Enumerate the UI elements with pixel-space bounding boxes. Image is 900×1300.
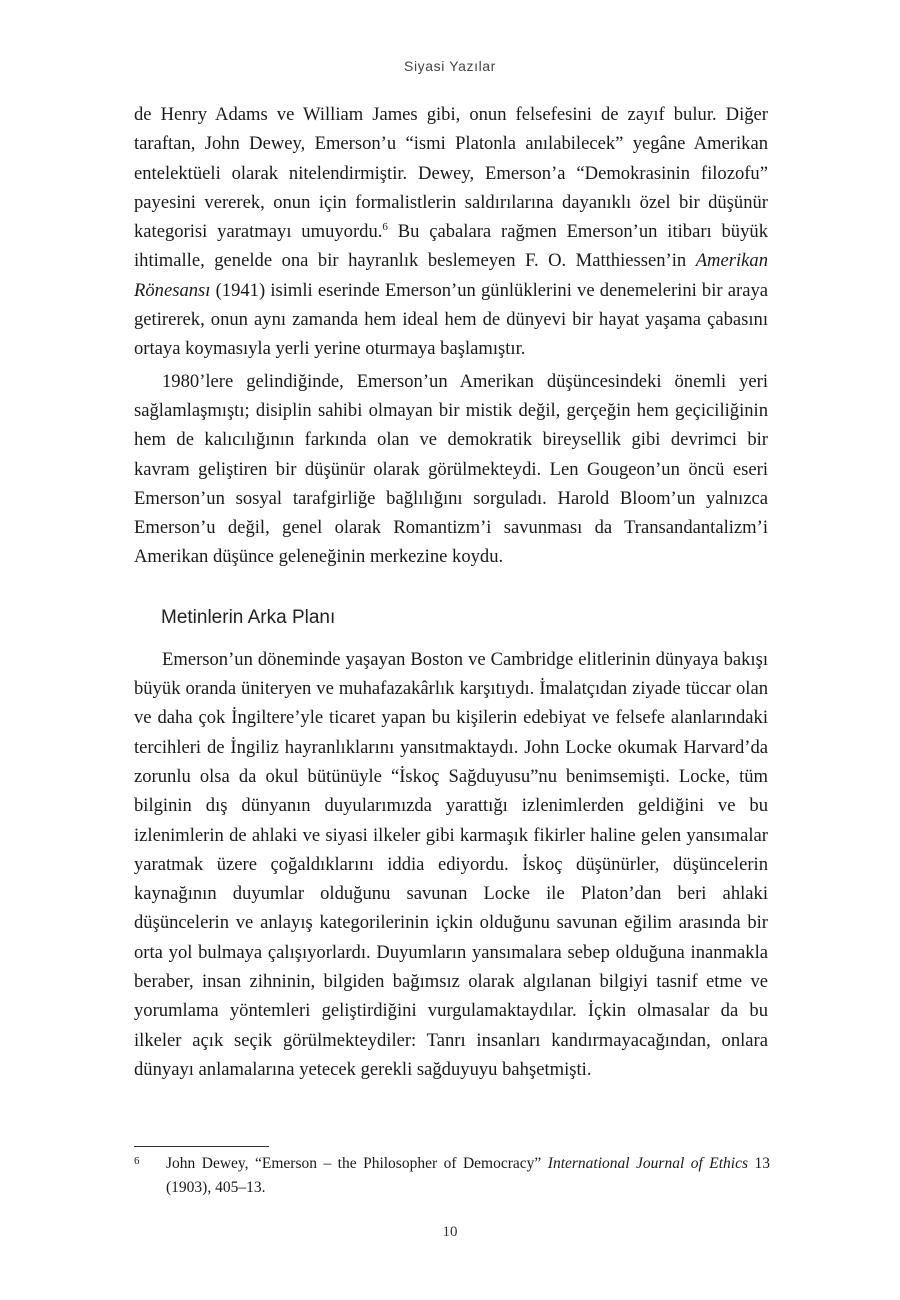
book-title-italic: Amerikan Rönesansı: [134, 250, 768, 301]
footnote-text-b: 13 (1903), 405–13.: [166, 1155, 770, 1196]
footnote-text: [166, 1152, 770, 1200]
footnote-text-a: John Dewey, “Emerson – the Philosopher of Democracy”: [166, 1155, 548, 1172]
paragraph-1-text-b: Bu çabalara rağmen Emerson’un itibarı büyük ihtimalle, genelde ona bir hayranlık beslemeyen F. O. Matthiessen’in: [134, 221, 768, 272]
footnote-number: 6: [134, 1155, 140, 1167]
paragraph-1-text-c: (1941) isimli eserinde Emerson’un günlüklerini ve denemelerini bir araya getirerek, onun aynı zamanda hem ideal hem de dünyevi bir hayat yaşama çabasını ortaya koymasıyla yerli yerine oturmaya başlamıştır.: [134, 279, 768, 360]
paragraph-1: [134, 100, 768, 364]
footnote-divider: [134, 1146, 269, 1147]
paragraph-1-text-a: de Henry Adams ve William James gibi, onun felsefesini de zayıf bulur. Diğer taraftan, John Dewey, Emerson’u “ismi Platonla anılabilecek” yegâne Amerikan entelektüeli olarak nitelendirmiştir. Dewey, Emerson’a “Demokrasinin filozofu” payesini vererek, onun için formalistlerin saldırılarına dayanıklı özel bir düşünür kategorisi yaratmayı umuyordu.: [134, 104, 768, 243]
running-header: Siyasi Yazılar: [404, 58, 496, 74]
journal-title-italic: International Journal of Ethics: [547, 1155, 749, 1172]
paragraph-3: Emerson’un döneminde yaşayan Boston ve Cambridge elitlerinin dünyaya bakışı büyük oranda üniteryen ve muhafazakârlık karşıtıydı. İmalatçıdan ziyade tüccar olan ve daha çok İngiltere’yle ticaret yapan bu kişilerin edebiyat ve felsefe alanlarındaki tercihleri de İngiliz hayranlıklarını yansıtmaktaydı. John Locke okumak Harvard’da zorunlu olsa da okul bütünüyle “İskoç Sağduyusu”nu benimsemişti. Locke, tüm bilginin dış dünyanın duyularımızda yarattığı izlenimlerden geldiğini ve bu izlenimlerin de ahlaki ve siyasi ilkeler gibi karmaşık fikirler haline gelen yansımalar yaratmak üzere çoğaldıklarını iddia ediyordu. İskoç düşünürler, düşüncelerin kaynağının duyumlar olduğunu savunan Locke ile Platon’dan beri ahlaki düşüncelerin ve anlayış kategorilerinin içkin olduğunu savunan eğilim arasında bir orta yol bulmaya çalışıyorlardı. Duyumların yansımalara sebep olduğuna inanmakla beraber, insan zihninin, bilgiden bağımsız olarak algılanan bilgiyi tasnif etme ve yorumlama yöntemleri geliştirdiğini vurgulamaktaydılar. İçkin olmasalar da bu ilkeler açık seçik görülmekteydiler: Tanrı insanları kandırmayacağından, onlara dünyayı anlamalarına yetecek gerekli sağduyuyu bahşetmişti.: [134, 648, 768, 1080]
page-number: 10: [442, 1224, 458, 1240]
footnote: [134, 1152, 770, 1200]
paragraph-2: 1980’lere gelindiğinde, Emerson’un Amerikan düşüncesindeki önemli yeri sağlamlaşmıştı; disiplin sahibi olmayan bir mistik değil, gerçeğin hem geçiciliğinin hem de kalıcılığının farkında olan ve demokratik bireysellik gibi devrimci bir kavram geliştiren bir düşünür olarak görülmekteydi. Len Gougeon’un öncü eseri Emerson’un sosyal tarafgirliğe bağlılığını sorguladı. Harold Bloom’un yalnızca Emerson’u değil, genel olarak Romantizm’i savunması da Transandantalizm’i Amerikan düşünce geleneğinin merkezine koydu.: [134, 370, 768, 568]
section-heading: Metinlerin Arka Planı: [161, 606, 336, 628]
page-body: [134, 100, 768, 1084]
footnote-reference: 6: [382, 221, 388, 234]
